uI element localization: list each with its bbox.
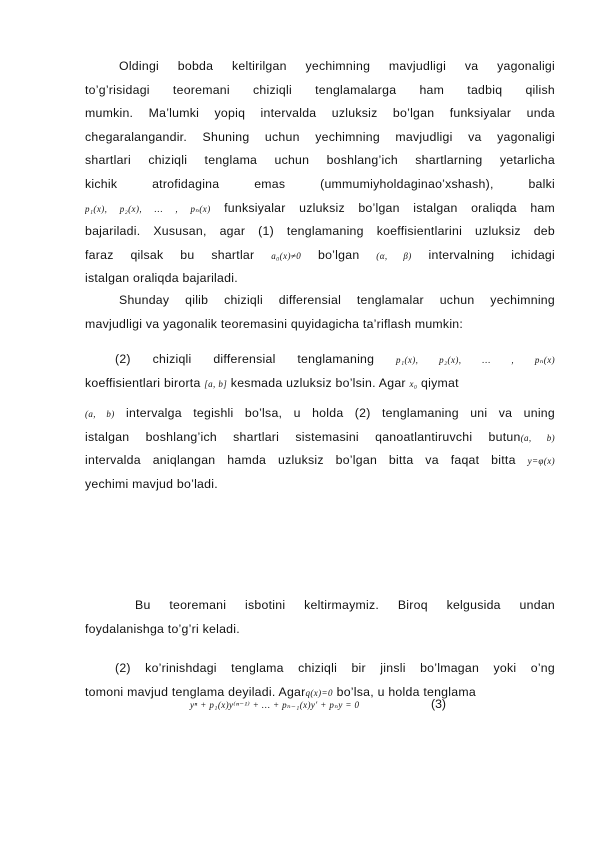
text-fragment: tomoni mavjud tenglama deyiladi. Agar [85,684,306,699]
text-fragment: kesmada uzluksiz bo’lsin. Agar [227,375,410,390]
math-expression: a₀(x)≠0 [271,250,302,261]
text-line [85,197,555,221]
text-fragment: (2) chiziqli differensial tenglamaning [115,352,397,366]
math-expression: yⁿ + p₁(x)y⁽ⁿ⁻¹⁾ + … + pₙ₋₁(x)y′ + pₙy = 0 [190,700,360,710]
paragraph-1 [85,55,555,291]
math-expression: (α, β) [376,250,412,261]
text-fragment: funksiyalar uzluksiz bo’lgan istalgan oraliqda ham [210,200,555,215]
math-expression: (a, b) [520,432,555,443]
paragraph-4 [85,594,555,641]
text-line [85,402,555,426]
text-line [85,244,555,268]
text-line: foydalanishga to’g’ri keladi. [85,621,240,636]
text-line [85,426,555,450]
math-expression: (a, b) [85,409,115,420]
text-line: mumkin. Ma’lumki yopiq intervalda uzluksiz bo’lgan funksiyalar unda [85,106,555,121]
math-expression: p₁(x), p₂(x), … , pₙ(x) [396,355,555,365]
text-fragment: intervalga tegishli bo’lsa, u holda (2) tenglamaning uni va uning [114,406,555,421]
equation-number: (3) [431,697,447,711]
text-line [85,449,555,473]
text-fragment: bo’lsa, u holda tenglama [332,684,476,699]
text-line: Oldingi bobda keltirilgan yechimning mavjudligi va yagonaligi [119,59,555,73]
text-fragment: faraz qilsak bu shartlar [85,247,272,262]
math-expression: x₀ [409,378,418,389]
text-line: kichik atrofidagina emas (ummumiyholdaginao’xshash), balki [85,176,555,191]
text-fragment: qiymat [417,375,459,390]
text-line: istalgan oraliqda bajariladi. [85,271,238,286]
text-line: yechimi mavjud bo’ladi. [85,476,218,491]
text-line: shartlari chiziqli tenglama uchun boshlang’ich shartlarning yetarlicha [85,153,555,168]
text-fragment: intervalda aniqlangan hamda uzluksiz bo’lgan bitta va faqat bitta [85,453,528,468]
theorem-paragraph [85,348,555,497]
text-fragment: istalgan boshlang’ich shartlari sistemasini qanoatlantiruvchi butun [85,429,521,444]
equation-3 [190,697,359,711]
text-line: Bu teoremani isbotini keltirmaymiz. Biroq kelgusida undan [135,598,555,612]
text-line [85,372,555,396]
text-line: to’g’risidagi teoremani chiziqli tenglamalarga ham tadbiq qilish [85,82,555,97]
math-expression: [a, b] [204,378,228,389]
paragraph-2 [85,289,555,336]
text-line: Shunday qilib chiziqli differensial tenglamalar uchun yechimning [119,293,555,307]
math-expression: q(x)=0 [305,687,333,698]
text-line: chegaralangandir. Shuning uchun yechimning mavjudligi va yagonaligi [85,129,555,144]
text-line [85,348,555,372]
text-line: mavjudligi va yagonalik teoremasini quyidagicha ta’riflash mumkin: [85,316,464,331]
text-fragment: intervalning ichidagi [411,247,555,262]
math-expression: y=φ(x) [527,456,555,467]
text-fragment: bo’lgan [301,247,377,262]
text-line: bajariladi. Xususan, agar (1) tenglamaning koeffisientlarini uzluksiz deb [85,224,555,239]
math-expression: p₁(x), p₂(x), … , pₙ(x) [85,203,211,214]
text-fragment: koeffisientlari birorta [85,375,205,390]
text-line: (2) ko’rinishdagi tenglama chiziqli bir jinsli bo’lmagan yoki o’ng [115,661,555,675]
